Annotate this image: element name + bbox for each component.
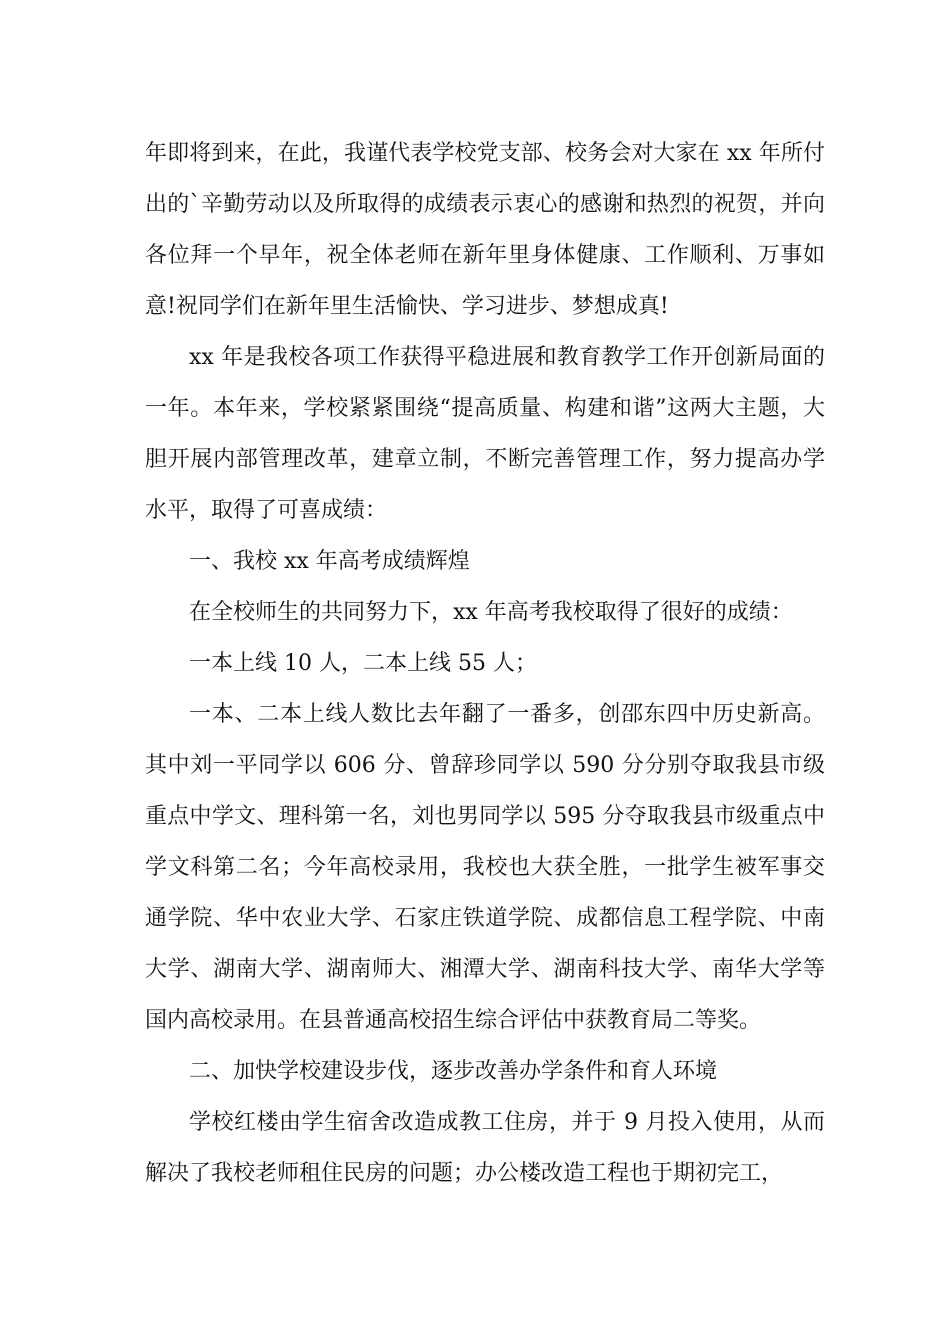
paragraph-2: xx 年是我校各项工作获得平稳进展和教育教学工作开创新局面的一年。本年来，学校紧紧围绕“提高质量、构建和谐”这两大主题，大胆开展内部管理改革，建章立制，不断完善管理工作，努力提高办学水平，取得了可喜成绩：: [145, 345, 825, 523]
section-heading-1: 一、我校 xx 年高考成绩辉煌: [189, 549, 470, 574]
paragraph-5: 一本、二本上线人数比去年翻了一番多，创邵东四中历史新高。其中刘一平同学以 606 分、曾辞珍同学以 590 分分别夺取我县市级重点中学文、理科第一名，刘也男同学以 595 分夺取我县市级重点中学文科第二名；今年高校录用，我校也大获全胜，一批学生被军事交通学院、华中农业大学、石家庄铁道学院、成都信息工程学院、中南大学、湖南大学、湖南师大、湘潭大学、湖南科技大学、南华大学等国内高校录用。在县普通高校招生综合评估中获教育局二等奖。: [145, 702, 825, 1033]
paragraph-3: 在全校师生的共同努力下，xx 年高考我校取得了很好的成绩：: [189, 600, 793, 625]
paragraph-6: 学校红楼由学生宿舍改造成教工住房，并于 9 月投入使用，从而解决了我校老师租住民房的问题；办公楼改造工程也于期初完工，: [145, 1110, 825, 1186]
document-body: [145, 128, 825, 1199]
section-heading-2: 二、加快学校建设步伐，逐步改善办学条件和育人环境: [189, 1059, 718, 1084]
paragraph-4: 一本上线 10 人，二本上线 55 人；: [189, 651, 537, 676]
paragraph-1: 年即将到来，在此，我谨代表学校党支部、校务会对大家在 xx 年所付出的`辛勤劳动以及所取得的成绩表示衷心的感谢和热烈的祝贺，并向各位拜一个早年，祝全体老师在新年里身体健康、工作顺利、万事如意!祝同学们在新年里生活愉快、学习进步、梦想成真!: [145, 141, 825, 319]
